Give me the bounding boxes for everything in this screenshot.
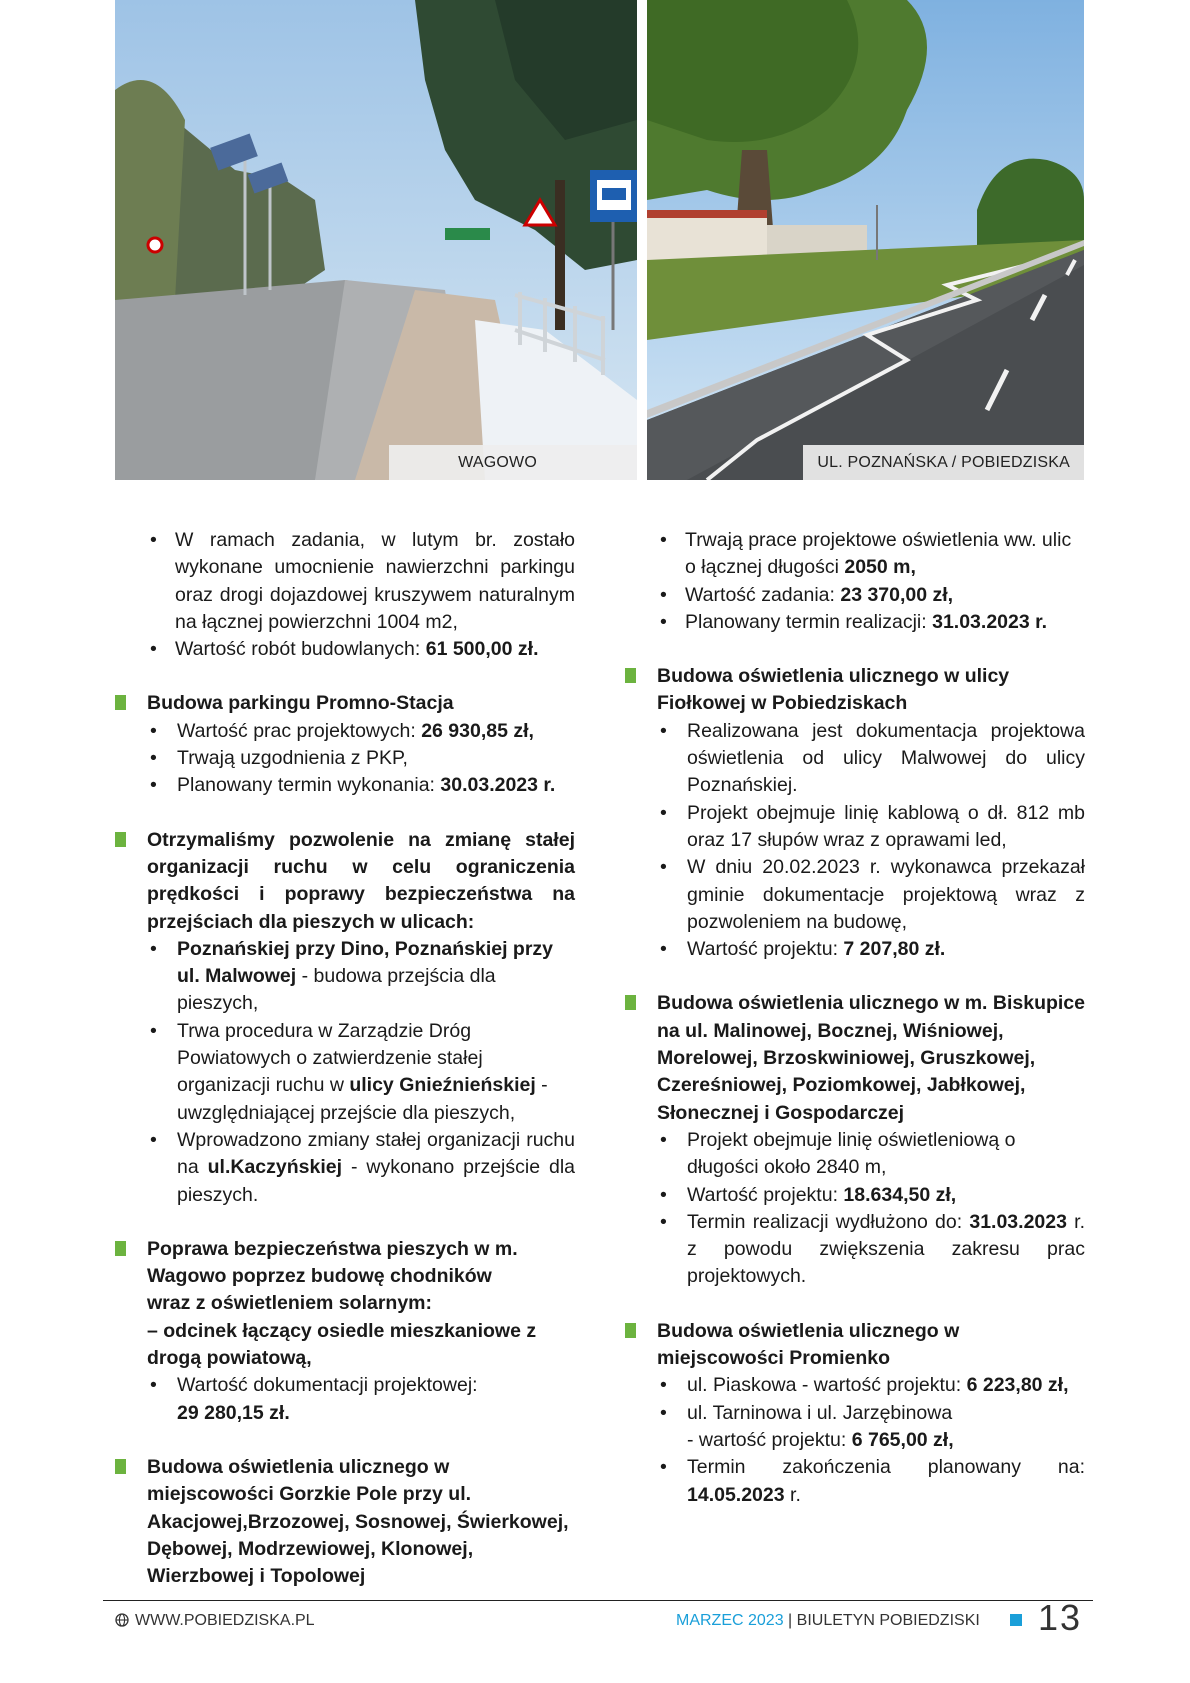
footer-separator: | <box>788 1612 793 1629</box>
footer-issue <box>676 1612 980 1630</box>
section-biskupice <box>625 990 1085 1290</box>
photo-poznanska <box>647 0 1084 480</box>
green-bullet-icon <box>625 1323 636 1338</box>
list-item: • Wartość dokumentacji projektowej: 29 280,15 zł. <box>150 1374 478 1424</box>
blue-square-icon <box>1010 1614 1022 1626</box>
left-column <box>115 527 575 1617</box>
section-wagowo-pedestrians <box>115 1236 575 1427</box>
list-item: • Planowany termin realizacji: 31.03.2023 r. <box>660 610 1048 633</box>
list-item: • Poznańskiej przy Dino, Poznańskiej przy ul. Malwowej - budowa przejścia dla pieszych, <box>150 937 554 1015</box>
footer-divider <box>103 1600 1093 1601</box>
page-number: 13 <box>1038 1597 1083 1638</box>
gorzkie-pole-details <box>625 527 1085 636</box>
footer-website[interactable] <box>115 1612 315 1630</box>
section-heading: Budowa oświetlenia ulicznego w m. Biskupice na ul. Malinowej, Bocznej, Wiśniowej, Morelowej, Brzoskwiniowej, Gruszkowej, Czereśniowej, Poziomkowej, Jabłkowej, Słonecznej i Gospodarczej <box>657 992 1086 1124</box>
list-item: • Trwają prace projektowe oświetlenia ww. ulic o łącznej długości 2050 m, <box>660 529 1072 579</box>
section-heading: Otrzymaliśmy pozwolenie na zmianę stałej organizacji ruchu w celu ograniczenia prędkości i poprawy bezpieczeństwa na przejściach dla pieszych w ulicach: <box>147 828 575 933</box>
green-bullet-icon <box>115 832 126 847</box>
list-item: • ul. Piaskowa - wartość projektu: 6 223,80 zł, <box>660 1374 1069 1397</box>
section-heading: Budowa oświetlenia ulicznego w miejscowości Promienko <box>657 1319 960 1370</box>
section-traffic-permit <box>115 827 575 1209</box>
section-heading: Budowa parkingu Promno-Stacja <box>147 692 454 715</box>
list-item: • W ramach zadania, w lutym br. zostało wykonane umocnienie nawierzchni parkingu oraz drogi dojazdowej kruszywem naturalnym na łącznej powierzchni 1004 m2, <box>150 529 575 633</box>
section-promienko <box>625 1318 1085 1509</box>
green-bullet-icon <box>115 1459 126 1474</box>
poznanska-road-image <box>647 0 1084 480</box>
list-item: • Wartość projektu: 7 207,80 zł. <box>660 938 946 961</box>
list-item: • Wartość zadania: 23 370,00 zł, <box>660 583 954 606</box>
list-item: • Trwa procedura w Zarządzie Dróg Powiatowych o zatwierdzenie stałej organizacji ruchu w ulicy Gnieźnieńskiej - uwzględniającej przejście dla pieszych, <box>150 1019 548 1124</box>
list-item: • Projekt obejmuje linię oświetleniową o długości około 2840 m, <box>660 1128 1016 1179</box>
photo-caption-wagowo: WAGOWO <box>389 445 637 480</box>
green-bullet-icon <box>625 668 636 683</box>
green-bullet-icon <box>115 1241 126 1256</box>
list-item: • ul. Tarninowa i ul. Jarzębinowa - wartość projektu: 6 765,00 zł, <box>660 1401 954 1451</box>
section-heading: Budowa oświetlenia ulicznego w miejscowości Gorzkie Pole przy ul. Akacjowej,Brzozowej, Sosnowej, Świerkowej, Dębowej, Modrzewiowej, Klonowej, Wierzbowej i Topolowej <box>147 1455 569 1588</box>
list-item: • Termin realizacji wydłużono do: 31.03.2023 r. z powodu zwiększenia zakresu prac projektowych. <box>660 1210 1085 1288</box>
list-item: • Trwają uzgodnienia z PKP, <box>150 747 408 770</box>
list-item: • Wprowadzono zmiany stałej organizacji ruchu na ul.Kaczyńskiej - wykonano przejście dla pieszych. <box>150 1128 576 1206</box>
section-heading: Budowa oświetlenia ulicznego w ulicy Fiołkowej w Pobiedziskach <box>657 665 1010 715</box>
list-item: • Planowany termin wykonania: 30.03.2023 r. <box>150 774 556 797</box>
list-item: • Realizowana jest dokumentacja projektowa oświetlenia od ulicy Malwowej do ulicy Poznańskiej. <box>660 719 1085 797</box>
wagowo-parking-details <box>115 527 575 663</box>
list-item: • Wartość projektu: 18.634,50 zł, <box>660 1183 957 1206</box>
footer-magazine: BIULETYN POBIEDZISKI <box>796 1612 980 1629</box>
green-bullet-icon <box>115 695 126 710</box>
section-heading: Poprawa bezpieczeństwa pieszych w m. Wagowo poprzez budowę chodników wraz z oświetleniem solarnym: <box>147 1237 518 1315</box>
footer-website-link[interactable]: WWW.POBIEDZISKA.PL <box>135 1612 315 1629</box>
section-gorzkie-pole <box>115 1454 575 1590</box>
wagowo-road-image <box>115 0 637 480</box>
photo-wagowo <box>115 0 637 480</box>
section-promno-parking <box>115 690 575 799</box>
list-item: • Projekt obejmuje linię kablową o dł. 812 mb oraz 17 słupów wraz z oprawami led, <box>660 801 1085 851</box>
photo-caption-poznanska: UL. POZNAŃSKA / POBIEDZISKA <box>803 445 1084 480</box>
green-bullet-icon <box>625 995 636 1010</box>
list-item: • Termin zakończenia planowany na: 14.05.2023 r. <box>660 1456 1085 1506</box>
footer-date: MARZEC 2023 <box>676 1612 784 1629</box>
list-item: • Wartość robót budowlanych: 61 500,00 zł. <box>150 638 539 661</box>
globe-icon <box>115 1613 129 1627</box>
section-subheading: – odcinek łączący osiedle mieszkaniowe z drogą powiatową, <box>147 1319 537 1370</box>
right-column <box>625 527 1085 1536</box>
section-fiolkowa <box>625 663 1085 963</box>
list-item: • W dniu 20.02.2023 r. wykonawca przekazał gminie dokumentacje projektową wraz z pozwoleniem na budowę, <box>660 856 1085 933</box>
list-item: • Wartość prac projektowych: 26 930,85 zł, <box>150 719 534 742</box>
